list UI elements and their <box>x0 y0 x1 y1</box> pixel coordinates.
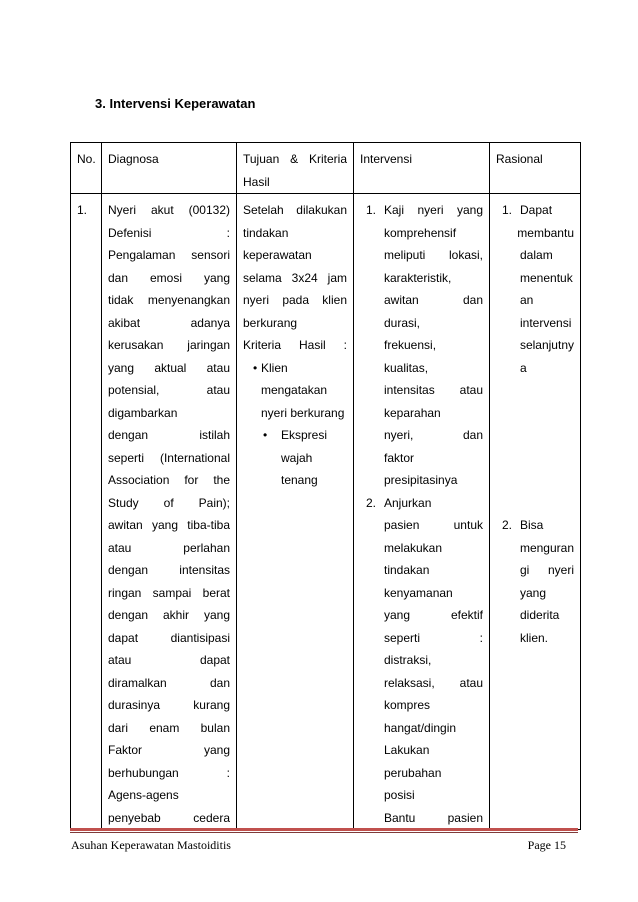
intervensi-item-2-line <box>366 537 483 560</box>
intervensi-item-2-number <box>366 649 384 672</box>
intervensi-item-2-text: kompres <box>384 698 431 712</box>
rasional-item-2-text: menguran <box>519 540 574 555</box>
diagnosa-line: akibat adanya <box>108 315 230 330</box>
rasional-item-1-number <box>502 357 520 380</box>
intervensi-item-1-text: nyeri, dan <box>384 428 483 442</box>
intervention-table <box>70 142 581 830</box>
rasional-item-2-text: diderita <box>520 608 560 622</box>
intervensi-item-2-text: perubahan <box>384 765 442 780</box>
intervensi-item-2-text: hangat/dingin <box>384 720 457 735</box>
intervensi-item-1-text: presipitasinya <box>384 473 458 487</box>
rasional-item-2-number <box>502 559 520 582</box>
rasional-item-1-line <box>502 222 574 245</box>
header-rasional <box>490 143 581 194</box>
spacer <box>502 447 574 470</box>
intervensi-item-1-text: komprehensif <box>384 225 457 240</box>
spacer <box>502 492 574 515</box>
intervensi-item-1-text: durasi, <box>384 315 421 330</box>
rasional-item-2-line <box>502 537 574 560</box>
intervensi-item-2-number <box>366 559 384 582</box>
header-diagnosa-label: Diagnosa <box>108 152 159 166</box>
intervensi-item-1-number <box>366 244 384 267</box>
intervensi-item-2-line <box>366 492 483 515</box>
rasional-item-1-line <box>502 357 574 380</box>
rasional-item-1-text: a <box>520 360 527 375</box>
diagnosa-line: ringan sampai berat <box>108 585 230 600</box>
footer-rule <box>70 828 578 831</box>
diagnosa-line: Defenisi : <box>108 225 230 240</box>
diagnosa-line: seperti (International <box>108 450 230 465</box>
diagnosa-line: penyebab cedera <box>108 810 230 825</box>
kriteria-bullet-1-text: mengatakan <box>261 383 328 397</box>
kriteria-bullet-1-text: nyeri berkurang <box>261 405 345 420</box>
intervensi-item-2-number <box>366 627 384 650</box>
kriteria-bullet-2-line <box>243 424 347 447</box>
kriteria-bullet-2-text: wajah <box>281 450 313 465</box>
intervensi-item-2-text: tindakan <box>384 563 430 577</box>
cell-no <box>71 194 102 830</box>
rasional-item-1-line <box>502 244 574 267</box>
rasional-item-1-text: Dapat <box>520 203 553 217</box>
intervensi-item-1-text: intensitas atau <box>384 383 483 397</box>
intervensi-item-2-line <box>366 582 483 605</box>
footer-rule-thin <box>70 832 578 833</box>
kriteria-bullet-1-line <box>243 379 347 402</box>
spacer <box>502 469 574 492</box>
section-heading: 3. Intervensi Keperawatan <box>95 96 256 111</box>
intervensi-item-2-number: 2. <box>366 495 377 510</box>
intervensi-item-1-text: frekuensi, <box>384 338 437 352</box>
rasional-item-1-number <box>502 244 520 267</box>
intervensi-item-2-number <box>366 514 384 537</box>
intervensi-item-1-number <box>366 402 384 425</box>
intervensi-item-2-line <box>366 694 483 717</box>
diagnosa-line: atau dapat <box>108 653 230 667</box>
intervensi-item-1-line <box>366 447 483 470</box>
spacer <box>502 402 574 425</box>
kriteria-bullet-2-text: tenang <box>281 473 318 487</box>
bullet-icon: • <box>263 428 268 442</box>
intervensi-item-1-number <box>366 222 384 245</box>
intervensi-item-2-text: relaksasi, atau <box>384 675 483 690</box>
tujuan-line: keperawatan <box>243 248 312 262</box>
diagnosa-line: Agens-agens <box>108 788 179 802</box>
rasional-item-2-line <box>502 627 574 650</box>
bullet-icon: • <box>253 360 258 375</box>
footer-title: Asuhan Keperawatan Mastoiditis <box>71 838 231 852</box>
intervensi-item-1-text: faktor <box>384 450 415 465</box>
spacer <box>502 379 574 402</box>
rasional-item-1-text: selanjutny <box>519 338 574 352</box>
rasional-item-1-number <box>502 289 520 312</box>
intervensi-item-1-line <box>366 334 483 357</box>
intervensi-item-1-text: keparahan <box>384 405 441 420</box>
diagnosa-line: potensial, atau <box>108 383 230 397</box>
intervensi-item-2-text: kenyamanan <box>384 585 453 600</box>
table-row <box>71 194 581 830</box>
intervensi-item-1-line <box>366 199 483 222</box>
diagnosa-line: awitan yang tiba-tiba <box>108 518 230 532</box>
kriteria-bullet-2-text: Ekspresi <box>281 428 328 442</box>
intervensi-item-2-number <box>366 582 384 605</box>
intervensi-item-2-line <box>366 739 483 762</box>
intervensi-item-1-line <box>366 402 483 425</box>
diagnosa-line: yang aktual atau <box>108 360 230 375</box>
rasional-item-1-number: 1. <box>502 203 513 217</box>
rasional-item-2-text: klien. <box>520 630 549 645</box>
diagnosa-line: dapat diantisipasi <box>108 630 230 645</box>
intervensi-item-1-line <box>366 312 483 335</box>
intervensi-item-2-number <box>366 672 384 695</box>
intervensi-item-2-line <box>366 559 483 582</box>
intervensi-item-1-line <box>366 244 483 267</box>
cell-diagnosa <box>102 194 237 830</box>
header-rasional-label: Rasional <box>496 152 543 166</box>
intervensi-item-2-number <box>366 537 384 560</box>
rasional-item-2-line <box>502 559 574 582</box>
diagnosa-line: diramalkan dan <box>108 675 230 690</box>
footer-page-number: Page 15 <box>527 838 566 852</box>
diagnosa-line: Study of Pain); <box>108 495 230 510</box>
rasional-item-2-line <box>502 582 574 605</box>
intervensi-item-2-text: Anjurkan <box>384 495 432 510</box>
rasional-item-2-number <box>502 604 520 627</box>
intervensi-item-1-number <box>366 469 384 492</box>
header-tujuan-label-2: Hasil <box>243 174 270 189</box>
intervensi-item-2-text: yang efektif <box>384 608 483 622</box>
intervensi-item-2-text: distraksi, <box>384 653 432 667</box>
diagnosa-line: dengan akhir yang <box>108 608 230 622</box>
rasional-item-2-number <box>502 537 520 560</box>
intervensi-item-1-number <box>366 267 384 290</box>
intervensi-item-2-number <box>366 717 384 740</box>
rasional-item-1-line <box>502 312 574 335</box>
intervensi-item-1-line <box>366 222 483 245</box>
intervensi-item-2-number <box>366 762 384 785</box>
kriteria-bullet-1-line <box>243 402 347 425</box>
intervensi-item-1-text: karakteristik, <box>384 270 452 285</box>
diagnosa-line: berhubungan : <box>108 765 230 780</box>
intervensi-item-2-line <box>366 604 483 627</box>
diagnosa-line: dengan intensitas <box>108 563 230 577</box>
cell-rasional <box>490 194 581 830</box>
header-no-label: No. <box>77 152 96 166</box>
intervensi-item-1-number <box>366 312 384 335</box>
rasional-item-1-number <box>502 334 520 357</box>
intervensi-item-1-text: kualitas, <box>384 360 429 375</box>
row-number: 1. <box>77 203 88 217</box>
rasional-item-1-text: dalam <box>520 248 553 262</box>
header-no <box>71 143 102 194</box>
diagnosa-line: Nyeri akut (00132) <box>108 203 230 217</box>
kriteria-bullet-2-line <box>243 469 347 492</box>
kriteria-bullet-2-line <box>243 447 347 470</box>
rasional-item-1-line <box>502 199 574 222</box>
intervensi-item-2-number <box>366 739 384 762</box>
header-tujuan-label-1: Tujuan & Kriteria <box>243 152 347 166</box>
diagnosa-line: dan emosi yang <box>108 270 230 285</box>
intervensi-item-1-number <box>366 379 384 402</box>
diagnosa-line: dari enam bulan <box>108 720 230 735</box>
intervensi-item-1-line <box>366 267 483 290</box>
intervensi-item-2-line <box>366 514 483 537</box>
intervensi-item-2-line <box>366 807 483 830</box>
rasional-item-1-line <box>502 267 574 290</box>
rasional-item-1-text: intervensi <box>520 315 572 330</box>
diagnosa-line: durasinya kurang <box>108 698 230 712</box>
intervensi-item-2-text: Bantu pasien <box>384 810 483 825</box>
intervensi-item-1-number <box>366 289 384 312</box>
rasional-item-1-text: an <box>520 293 534 307</box>
rasional-item-2-number <box>502 582 520 605</box>
intervensi-item-2-text: Lakukan <box>384 743 430 757</box>
rasional-item-1-number <box>502 267 520 290</box>
intervensi-item-2-number <box>366 807 384 830</box>
intervensi-item-2-number <box>366 604 384 627</box>
cell-tujuan <box>237 194 354 830</box>
intervensi-item-2-text: melakukan <box>384 540 443 555</box>
rasional-item-2-text: Bisa <box>520 518 544 532</box>
rasional-item-1-line <box>502 289 574 312</box>
intervensi-item-1-line <box>366 424 483 447</box>
rasional-item-1-number <box>502 312 520 335</box>
diagnosa-line: Faktor yang <box>108 743 230 757</box>
tujuan-line: Setelah dilakukan <box>243 203 347 217</box>
spacer <box>502 424 574 447</box>
rasional-item-1-line <box>502 334 574 357</box>
intervensi-item-1-number <box>366 334 384 357</box>
intervensi-item-2-number <box>366 694 384 717</box>
header-intervensi <box>354 143 490 194</box>
tujuan-line: berkurang <box>243 315 298 330</box>
table-header-row <box>71 143 581 194</box>
intervensi-item-1-number <box>366 447 384 470</box>
rasional-item-1-text: membantu <box>517 225 574 240</box>
intervensi-item-2-line <box>366 784 483 807</box>
intervensi-item-1-line <box>366 379 483 402</box>
header-diagnosa <box>102 143 237 194</box>
rasional-item-2-number: 2. <box>502 518 513 532</box>
diagnosa-line: Association for the <box>108 473 230 487</box>
rasional-item-2-text: gi nyeri <box>520 563 574 577</box>
intervensi-item-1-line <box>366 289 483 312</box>
intervensi-item-1-number <box>366 424 384 447</box>
header-tujuan <box>237 143 354 194</box>
tujuan-line: nyeri pada klien <box>243 293 347 307</box>
intervensi-item-1-number <box>366 357 384 380</box>
intervensi-item-2-line <box>366 627 483 650</box>
diagnosa-line: dengan istilah <box>108 428 230 442</box>
intervensi-item-1-text: awitan dan <box>384 293 483 307</box>
intervensi-item-1-line <box>366 357 483 380</box>
intervensi-item-1-text: meliputi lokasi, <box>384 248 483 262</box>
tujuan-line: Kriteria Hasil : <box>243 338 347 352</box>
tujuan-line: tindakan <box>243 225 289 240</box>
intervensi-item-2-line <box>366 762 483 785</box>
rasional-item-2-line <box>502 604 574 627</box>
intervensi-item-1-number: 1. <box>366 203 377 217</box>
rasional-item-1-text: menentuk <box>520 270 573 285</box>
intervensi-item-2-line <box>366 672 483 695</box>
intervensi-item-2-number <box>366 784 384 807</box>
kriteria-bullet-1-text: Klien <box>261 360 288 375</box>
intervensi-item-2-text: posisi <box>384 788 415 802</box>
diagnosa-line: kerusakan jaringan <box>108 338 230 352</box>
rasional-item-2-text: yang <box>520 585 547 600</box>
kriteria-bullet-1-line <box>243 357 347 380</box>
intervensi-item-2-line <box>366 649 483 672</box>
intervensi-item-2-text: pasien untuk <box>384 518 483 532</box>
intervensi-item-1-line <box>366 469 483 492</box>
diagnosa-line: Pengalaman sensori <box>108 248 230 262</box>
intervensi-item-2-line <box>366 717 483 740</box>
diagnosa-line: tidak menyenangkan <box>108 293 230 307</box>
rasional-item-1-number <box>502 222 517 245</box>
rasional-item-2-number <box>502 627 520 650</box>
tujuan-line: selama 3x24 jam <box>243 270 347 285</box>
rasional-item-2-line <box>502 514 574 537</box>
diagnosa-line: atau perlahan <box>108 540 230 555</box>
diagnosa-line: digambarkan <box>108 405 178 420</box>
intervensi-item-2-text: seperti : <box>384 630 483 645</box>
intervensi-item-1-text: Kaji nyeri yang <box>384 203 483 217</box>
header-intervensi-label: Intervensi <box>360 152 413 166</box>
cell-intervensi <box>354 194 490 830</box>
